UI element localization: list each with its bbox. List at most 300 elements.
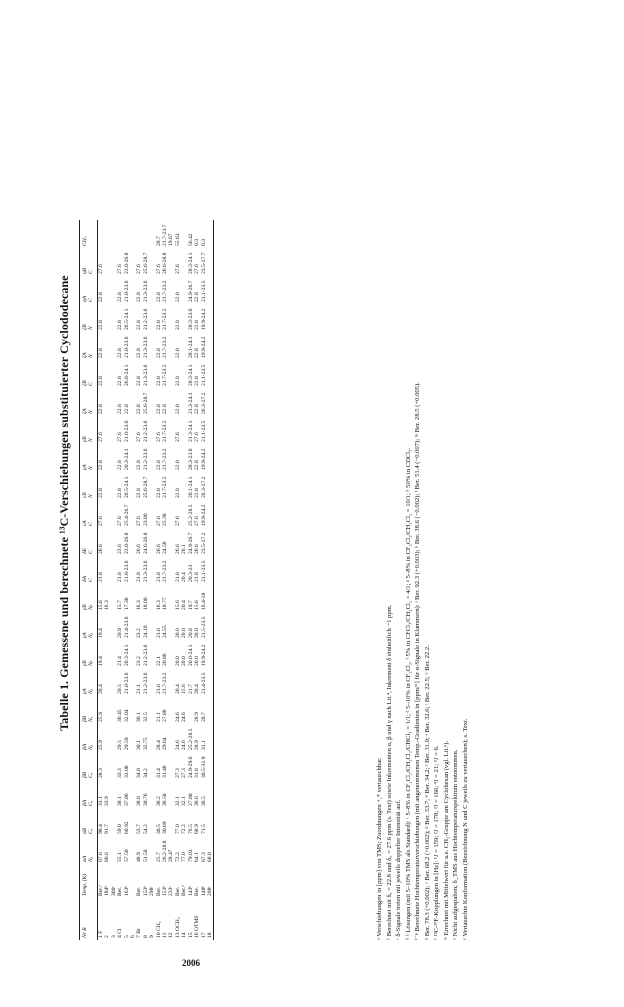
- shift-value-cell: 21.7-23.7: [162, 224, 169, 246]
- shift-value-cell: 64.1: [194, 852, 201, 862]
- shift-value-cell: 20.5: [117, 684, 124, 694]
- temperature-cell: 298ᶜ: [207, 864, 214, 898]
- column-subheader: Nₐ: [88, 668, 97, 696]
- table-row: [124, 220, 130, 940]
- row-label-cell: 2: [104, 935, 111, 938]
- temperature-cell: Ber.: [136, 886, 143, 896]
- shift-value-cell: 72.2: [174, 852, 181, 862]
- temperature-cell: 153ᵇ: [162, 885, 169, 896]
- footnote: ʸ Vertauschte Konformation (Bezeichnung N und C jeweils zu vertauschen); s. Text.: [461, 718, 469, 940]
- shift-value-cell: 27.6: [97, 264, 104, 274]
- shift-value-cell: 24.6: [181, 712, 188, 722]
- column-subheader: Nᵦ: [88, 584, 97, 612]
- shift-value-cell: 80.6: [104, 852, 111, 862]
- shift-value-cell: 20.1-24.1: [187, 336, 194, 358]
- shift-value-cell: 91.7: [104, 824, 111, 834]
- shift-value-cell: 25.6-28.7: [142, 476, 149, 498]
- shift-value-cell: [207, 612, 214, 640]
- shift-value-cell: 27.6: [174, 432, 181, 442]
- shift-value-cell: 24.55: [162, 625, 169, 638]
- shift-value-cell: 26.6: [155, 544, 162, 554]
- shift-value-cell: [97, 220, 104, 248]
- shift-value-cell: 22.8: [136, 488, 143, 498]
- column-header: εB: [80, 472, 89, 500]
- shift-value-cell: 22.8: [117, 460, 124, 470]
- shift-value-cell: 22.8: [97, 488, 104, 498]
- shift-value-cell: 22.8: [174, 348, 181, 358]
- shift-value-cell: 56.42: [187, 233, 194, 246]
- shift-value-cell: 21.0-23.6: [123, 672, 130, 694]
- column-subheader: C: [88, 556, 97, 584]
- shift-value-cell: [207, 584, 214, 612]
- shift-value-cell: 36.2: [155, 796, 162, 806]
- temperature-cell: Ber.: [117, 886, 124, 896]
- column-subheader: C: [88, 528, 97, 556]
- table-row: [97, 220, 104, 940]
- shift-value-cell: 26.6-28.8: [162, 252, 169, 274]
- shift-value-cell: 36.58: [162, 793, 169, 806]
- shift-value-cell: 19.4: [97, 628, 104, 638]
- shift-value-cell: [207, 724, 214, 752]
- table-row: [162, 220, 168, 940]
- shift-value-cell: 19.9-24.2: [200, 504, 207, 526]
- shift-value-cell: 22.8: [97, 376, 104, 386]
- column-header: δE: [80, 528, 89, 556]
- shift-value-cell: 20.3-23.0: [187, 308, 194, 330]
- shift-value-cell: 21.8: [97, 572, 104, 582]
- shift-value-cell: 21.3-23.6: [142, 364, 149, 386]
- footnote: ᵇ Berechnet mit δₐ = 22.8 und δ꜀ = 27.6 ppm (s. Text) sowie Inkrementen α, β und γ nach Lit.⁴, Inkrement δ einheitlich −1 ppm.: [385, 604, 393, 940]
- shift-value-cell: 21.5-23.5: [200, 616, 207, 638]
- shift-value-cell: [207, 780, 214, 808]
- shift-value-cell: 20.4: [174, 684, 181, 694]
- row-label-cell: 13 OCH₃: [174, 917, 181, 938]
- temperature-cell: 298ᶜ: [149, 886, 156, 896]
- table-header-row: [80, 220, 89, 940]
- shift-value-cell: 27.6: [136, 264, 143, 274]
- shift-value-cell: 20.0: [181, 628, 188, 638]
- shift-value-cell: 21.8: [117, 572, 124, 582]
- shift-value-cell: 22.8: [97, 320, 104, 330]
- shift-value-cell: 19.9-24.2: [200, 644, 207, 666]
- shift-value-cell: 27.6: [174, 516, 181, 526]
- shift-value-cell: 21.3-23.6: [142, 560, 149, 582]
- row-label-cell: 1 F: [97, 930, 104, 938]
- shift-value-cell: 27.6: [194, 264, 201, 274]
- row-label-cell: 9: [149, 935, 156, 938]
- column-subheader: Nₐ: [88, 724, 97, 752]
- shift-value-cell: 30.1: [136, 740, 143, 750]
- shift-value-cell: 28.47: [168, 849, 175, 862]
- column-subheader: Nᵦ: [88, 640, 97, 668]
- shift-value-cell: 21.2-23.6: [142, 308, 149, 330]
- shift-value-cell: 21.1-23.5: [200, 560, 207, 582]
- shift-value-cell: 29.64: [162, 737, 169, 750]
- column-header: βB: [80, 752, 89, 780]
- row-label-cell: 6: [129, 935, 136, 938]
- shift-value-cell: 22.8: [194, 404, 201, 414]
- rotated-page-content: [57, 58, 542, 948]
- shift-value-cell: 23.2: [136, 656, 143, 666]
- row-label-cell: 5: [123, 935, 130, 938]
- shift-value-cell: 20.0: [194, 628, 201, 638]
- shift-value-cell: 20.4: [181, 572, 188, 582]
- shift-value-cell: 25.9: [97, 712, 104, 722]
- column-subheader: Nₐ: [88, 696, 97, 724]
- shift-value-cell: 22.8: [162, 404, 169, 414]
- shift-value-cell: 26.8-24.1: [123, 364, 130, 386]
- shift-value-cell: 21.0-23.6: [123, 280, 130, 302]
- shift-value-cell: 25.2-28.5: [187, 728, 194, 750]
- shift-value-cell: 22.8: [123, 404, 130, 414]
- shift-value-cell: 22.8: [117, 488, 124, 498]
- column-subheader: Cₐ: [88, 808, 97, 836]
- shift-value-cell: 27.3: [181, 768, 188, 778]
- row-label-cell: 16 OTMS: [194, 915, 201, 938]
- shift-value-cell: 21.2-23.6: [142, 448, 149, 470]
- column-header: ζA: [80, 388, 89, 416]
- shift-value-cell: 20.4: [181, 600, 188, 610]
- shift-value-cell: 21.3-24.1: [187, 392, 194, 414]
- shift-value-cell: 21.1-23.5: [200, 364, 207, 386]
- shift-value-cell: [207, 332, 214, 360]
- shift-value-cell: 36.5: [200, 796, 207, 806]
- shift-value-cell: 31.48: [162, 765, 169, 778]
- shift-value-cell: 26.1: [181, 544, 188, 554]
- shift-value-cell: 16.3: [104, 600, 111, 610]
- column-header: ηA: [80, 276, 89, 304]
- shift-value-cell: 33.08: [123, 765, 130, 778]
- column-header: γB: [80, 584, 89, 612]
- shift-value-cell: 22.8: [136, 404, 143, 414]
- shift-value-cell: 21.7-23.2: [162, 672, 169, 694]
- shift-value-cell: 19.4: [97, 656, 104, 666]
- shift-value-cell: 21.8-23.6: [123, 560, 130, 582]
- shift-value-cell: [207, 808, 214, 836]
- shift-value-cell: 21.7-23.2: [162, 280, 169, 302]
- shift-value-cell: 20.3-23: [187, 564, 194, 582]
- column-header: Nr R: [80, 898, 89, 940]
- shift-value-cell: 32.5: [142, 712, 149, 722]
- shift-value-cell: 34.2: [142, 768, 149, 778]
- shift-value-cell: 87.6: [97, 852, 104, 862]
- shift-value-cell: 27.6: [97, 432, 104, 442]
- shift-value-cell: 22.8: [155, 376, 162, 386]
- shift-value-cell: 30.1: [136, 712, 143, 722]
- row-label-cell: 17: [200, 932, 207, 938]
- column-header: ζB: [80, 360, 89, 388]
- shift-value-cell: 15.6: [181, 684, 188, 694]
- shift-value-cell: 27.6: [136, 432, 143, 442]
- shift-value-cell: 20.4: [97, 684, 104, 694]
- shift-value-cell: 20.5-24.1: [123, 476, 130, 498]
- shift-value-cell: 68.8: [207, 836, 214, 864]
- shift-value-cell: 25.6-28.7: [142, 252, 149, 274]
- shift-value-cell: 25.6-28.7: [142, 392, 149, 414]
- shift-value-cell: 22.8: [97, 460, 104, 470]
- shift-value-cell: 21.4-23.6: [123, 616, 130, 638]
- shift-value-cell: 30.69: [162, 821, 169, 834]
- temperature-cell: 184ᵇ: [104, 885, 111, 896]
- shift-value-cell: 20.1-24.1: [187, 476, 194, 498]
- column-subheader: [88, 864, 97, 898]
- column-header: γB: [80, 640, 89, 668]
- shift-value-cell: 27.6: [155, 264, 162, 274]
- column-header: CH₃: [80, 220, 89, 248]
- shift-value-cell: 51.50: [142, 849, 149, 862]
- shift-value-cell: 25.38: [162, 513, 169, 526]
- shift-value-cell: 48.9: [136, 852, 143, 862]
- shift-value-cell: [207, 220, 214, 248]
- shift-value-cell: 60.92: [123, 821, 130, 834]
- column-header: γA: [80, 668, 89, 696]
- shift-value-cell: 20.0: [194, 656, 201, 666]
- column-subheader: Nₐ: [88, 612, 97, 640]
- column-subheader: C: [88, 500, 97, 528]
- shift-value-cell: 38.76: [142, 793, 149, 806]
- shift-value-cell: 27.6: [155, 516, 162, 526]
- shift-value-cell: 22.8: [136, 376, 143, 386]
- shift-value-cell: 22.8: [97, 404, 104, 414]
- shift-value-cell: 25.7: [155, 852, 162, 862]
- shift-value-cell: 29.59: [123, 737, 130, 750]
- shift-value-cell: 21.7: [187, 684, 194, 694]
- temperature-cell: Ber.: [194, 886, 201, 896]
- shift-value-cell: [207, 472, 214, 500]
- row-label-cell: 8: [142, 935, 149, 938]
- shift-value-cell: 68.9: [194, 824, 201, 834]
- shift-value-cell: 19.7: [187, 600, 194, 610]
- column-header: βA: [80, 724, 89, 752]
- shift-value-cell: 90.4: [97, 824, 104, 834]
- shift-value-cell: 36.6: [194, 796, 201, 806]
- shift-value-cell: 67.3: [200, 852, 207, 862]
- temperature-cell: 143ᵇ: [187, 885, 194, 896]
- column-subheader: C: [88, 248, 97, 276]
- column-header: Temp. (K): [80, 864, 89, 898]
- shift-value-cell: 27.6: [155, 432, 162, 442]
- shift-value-cell: 28.9: [194, 712, 201, 722]
- temperature-cell: Ber.ᵃ: [97, 885, 104, 896]
- temperature-cell: 148ᵇ: [200, 885, 207, 896]
- shift-value-cell: 29.5: [117, 740, 124, 750]
- shift-value-cell: 20.3-24.1: [187, 252, 194, 274]
- shift-value-cell: 21.6: [155, 628, 162, 638]
- shift-value-cell: 21.1: [136, 684, 143, 694]
- shift-value-cell: 24.10: [142, 625, 149, 638]
- shift-value-cell: 15.6: [174, 600, 181, 610]
- column-header: ζA: [80, 332, 89, 360]
- shift-value-cell: 23.2: [136, 628, 143, 638]
- column-header: εA: [80, 500, 89, 528]
- shift-value-cell: [207, 752, 214, 780]
- shift-value-cell: 33.3: [117, 768, 124, 778]
- column-subheader: N: [88, 388, 97, 416]
- shift-value-cell: 22.8: [117, 348, 124, 358]
- shift-value-cell: [207, 248, 214, 276]
- temperature-cell: Ber.ᵈ: [181, 885, 188, 896]
- shift-value-cell: [207, 696, 214, 724]
- shift-value-cell: 22.8: [174, 488, 181, 498]
- shift-value-cell: 22.8: [117, 320, 124, 330]
- shift-value-cell: 30.5: [155, 824, 162, 834]
- shift-value-cell: 21.0-23.6: [123, 336, 130, 358]
- shift-value-cell: 26.3-27.2: [200, 476, 207, 498]
- shift-value-cell: 22.8: [155, 404, 162, 414]
- column-subheader: [88, 898, 97, 940]
- shift-value-cell: 20.7: [155, 236, 162, 246]
- table-row: [201, 220, 207, 940]
- shift-value-cell: 16.3: [155, 600, 162, 610]
- shift-value-cell: 22.8: [136, 348, 143, 358]
- shift-value-cell: 23.6: [117, 544, 124, 554]
- shift-value-cell: 34.0: [136, 768, 143, 778]
- row-label-cell: 18: [207, 898, 214, 940]
- shift-value-cell: 20.3-24.1: [123, 644, 130, 666]
- table-title: Tabelle 1. Gemessene und berechnete ¹³C-Verschiebungen substituierter Cyclododecane: [57, 275, 71, 731]
- shift-value-cell: 21.4-23.5: [200, 672, 207, 694]
- shift-value-cell: 21.7-23.2: [162, 336, 169, 358]
- shift-value-cell: 76.5: [187, 824, 194, 834]
- shift-value-cell: 22.8: [194, 376, 201, 386]
- shift-value-cell: 23.5-27.2: [200, 532, 207, 554]
- shift-value-cell: 27.6: [194, 432, 201, 442]
- shift-value-cell: 22.8: [117, 376, 124, 386]
- shift-value-cell: 21.1-23.5: [200, 280, 207, 302]
- shift-value-cell: 22.8: [194, 348, 201, 358]
- temperature-cell: Ber.: [155, 886, 162, 896]
- shift-value-cell: 21.2-23.6: [142, 644, 149, 666]
- row-label-cell: 14: [181, 932, 188, 938]
- shift-value-cell: [207, 668, 214, 696]
- column-subheader: C: [88, 360, 97, 388]
- footnote: ʷ Errechnet mit Mittelwert für a.e. CH₂-Gruppe am Cyclohexan (vgl. Lit.⁶).: [442, 740, 450, 940]
- shift-value-cell: 27.6: [117, 264, 124, 274]
- shift-value-cell: 24.9-26.7: [187, 532, 194, 554]
- shift-value-cell: 22.8: [155, 488, 162, 498]
- shift-value-cell: 32.75: [142, 737, 149, 750]
- table-row: [194, 220, 200, 940]
- shift-value-cell: 26.6: [194, 544, 201, 554]
- shift-value-cell: 30.5-31.9: [200, 756, 207, 778]
- shift-value-cell: 20.3-24.1: [187, 364, 194, 386]
- shift-value-cell: 15.7: [117, 600, 124, 610]
- row-label-cell: 7 Br: [136, 928, 143, 938]
- shift-value-cell: 18.77: [162, 597, 169, 610]
- shift-value-cell: 32.1: [174, 796, 181, 806]
- column-subheader: [88, 220, 97, 248]
- shift-value-cell: [207, 444, 214, 472]
- shift-value-cell: 27.88: [187, 793, 194, 806]
- shift-value-cell: [207, 640, 214, 668]
- shift-value-cell: 21.7-23.2: [162, 476, 169, 498]
- temperature-cell: 163ᵇ: [123, 885, 130, 896]
- column-subheader: N: [88, 304, 97, 332]
- shift-value-cell: 22.1: [155, 656, 162, 666]
- shift-value-cell: 38.8: [136, 796, 143, 806]
- shift-value-cell: 16.3: [136, 600, 143, 610]
- shift-value-cell: 32.1: [181, 796, 188, 806]
- column-subheader: N: [88, 332, 97, 360]
- column-header: αA: [80, 836, 89, 864]
- row-label-cell: 12: [168, 932, 175, 938]
- shift-value-cell: 25.4-26.7: [123, 504, 130, 526]
- shift-value-cell: 0.3: [194, 239, 201, 246]
- shift-value-cell: 0.3: [200, 239, 207, 246]
- shift-value-cell: 23.80: [142, 513, 149, 526]
- shift-value-cell: 26.6: [174, 544, 181, 554]
- table-row: [136, 220, 142, 940]
- footnote: ᵛ ¹³C-¹⁹F-Kopplungen in [Hz]: ¹J = 159; ²J = 178; ³J = 166; ⁴J = 21; ⁵J = 6.: [433, 745, 441, 940]
- shift-value-cell: 55.63: [174, 233, 181, 246]
- shift-value-cell: 22.8: [136, 320, 143, 330]
- shift-value-cell: 19.9-24.2: [200, 308, 207, 330]
- shift-value-cell: 27.6: [97, 516, 104, 526]
- shift-value-cell: 38.1: [117, 796, 124, 806]
- shift-value-cell: 22.8: [174, 404, 181, 414]
- column-subheader: N: [88, 444, 97, 472]
- column-header: δA: [80, 556, 89, 584]
- table-row: [207, 220, 214, 940]
- shift-value-cell: 32.04: [123, 709, 130, 722]
- shift-value-cell: 19.67: [168, 233, 175, 246]
- shift-value-cell: [207, 556, 214, 584]
- shift-value-cell: [207, 388, 214, 416]
- shift-value-cell: 28.4: [155, 740, 162, 750]
- shift-value-cell: 33.1: [97, 796, 104, 806]
- row-label-cell: 10 CH₃: [155, 921, 162, 938]
- footnotes: [375, 80, 470, 940]
- shift-value-cell: 22.8: [136, 292, 143, 302]
- shift-value-cell: 21.0-23.6: [123, 420, 130, 442]
- column-subheader: Nₐ: [88, 836, 97, 864]
- shift-value-cell: 22.8: [97, 348, 104, 358]
- shift-value-cell: 22.8: [174, 460, 181, 470]
- temperature-cell: 233ᶜ: [168, 886, 175, 896]
- shift-value-cell: 21.7-23.2: [162, 448, 169, 470]
- shift-value-cell: 27.6: [174, 264, 181, 274]
- footnote: ⁱ⁻ᵖ Berechnete Hochtemperaturverschiebungen (mit angenommenen Temp.-Gradienten in [ppm/°] für α-Signale in Klammern): ʲ Ber. 92.3 (+0.003); ᵏ Ber. 38.6 (−0.002); ˡ Ber. 51.4 (−0.007); ᵐ Ber. 28.5 (+0.005).: [414, 382, 422, 940]
- column-header: γB: [80, 416, 89, 444]
- table-row: [143, 220, 149, 940]
- shift-value-cell: 72.2: [181, 824, 188, 834]
- shift-value-cell: 30.45: [117, 709, 124, 722]
- shift-value-cell: 26.6: [136, 544, 143, 554]
- shift-value-cell: 53.7: [136, 824, 143, 834]
- shift-value-cell: 15.6: [97, 600, 104, 610]
- shift-value-cell: 21.3-23.6: [142, 280, 149, 302]
- shift-value-cell: 24.58: [162, 541, 169, 554]
- shift-value-cell: 22.8: [155, 348, 162, 358]
- shift-value-cell: 27.88: [162, 709, 169, 722]
- shift-value-cell: 20.0-24.1: [187, 644, 194, 666]
- shift-value-cell: [207, 416, 214, 444]
- column-subheader: Cₐ: [88, 752, 97, 780]
- shift-value-cell: 24.6: [174, 712, 181, 722]
- table-subheader-row: [88, 220, 97, 940]
- temperature-cell: 153ᵇ: [142, 885, 149, 896]
- page-number: 2006: [182, 958, 200, 968]
- shift-value-cell: 20.3-23.0: [187, 448, 194, 470]
- shift-value-cell: 18.00: [142, 597, 149, 610]
- shift-value-cell: 20.0: [174, 656, 181, 666]
- row-label-cell: 15: [187, 932, 194, 938]
- shift-value-cell: 22.8: [194, 292, 201, 302]
- shift-value-cell: 77.0: [181, 852, 188, 862]
- shift-value-cell: 28.3: [97, 768, 104, 778]
- shift-value-cell: [207, 360, 214, 388]
- shift-value-cell: 21.4: [117, 656, 124, 666]
